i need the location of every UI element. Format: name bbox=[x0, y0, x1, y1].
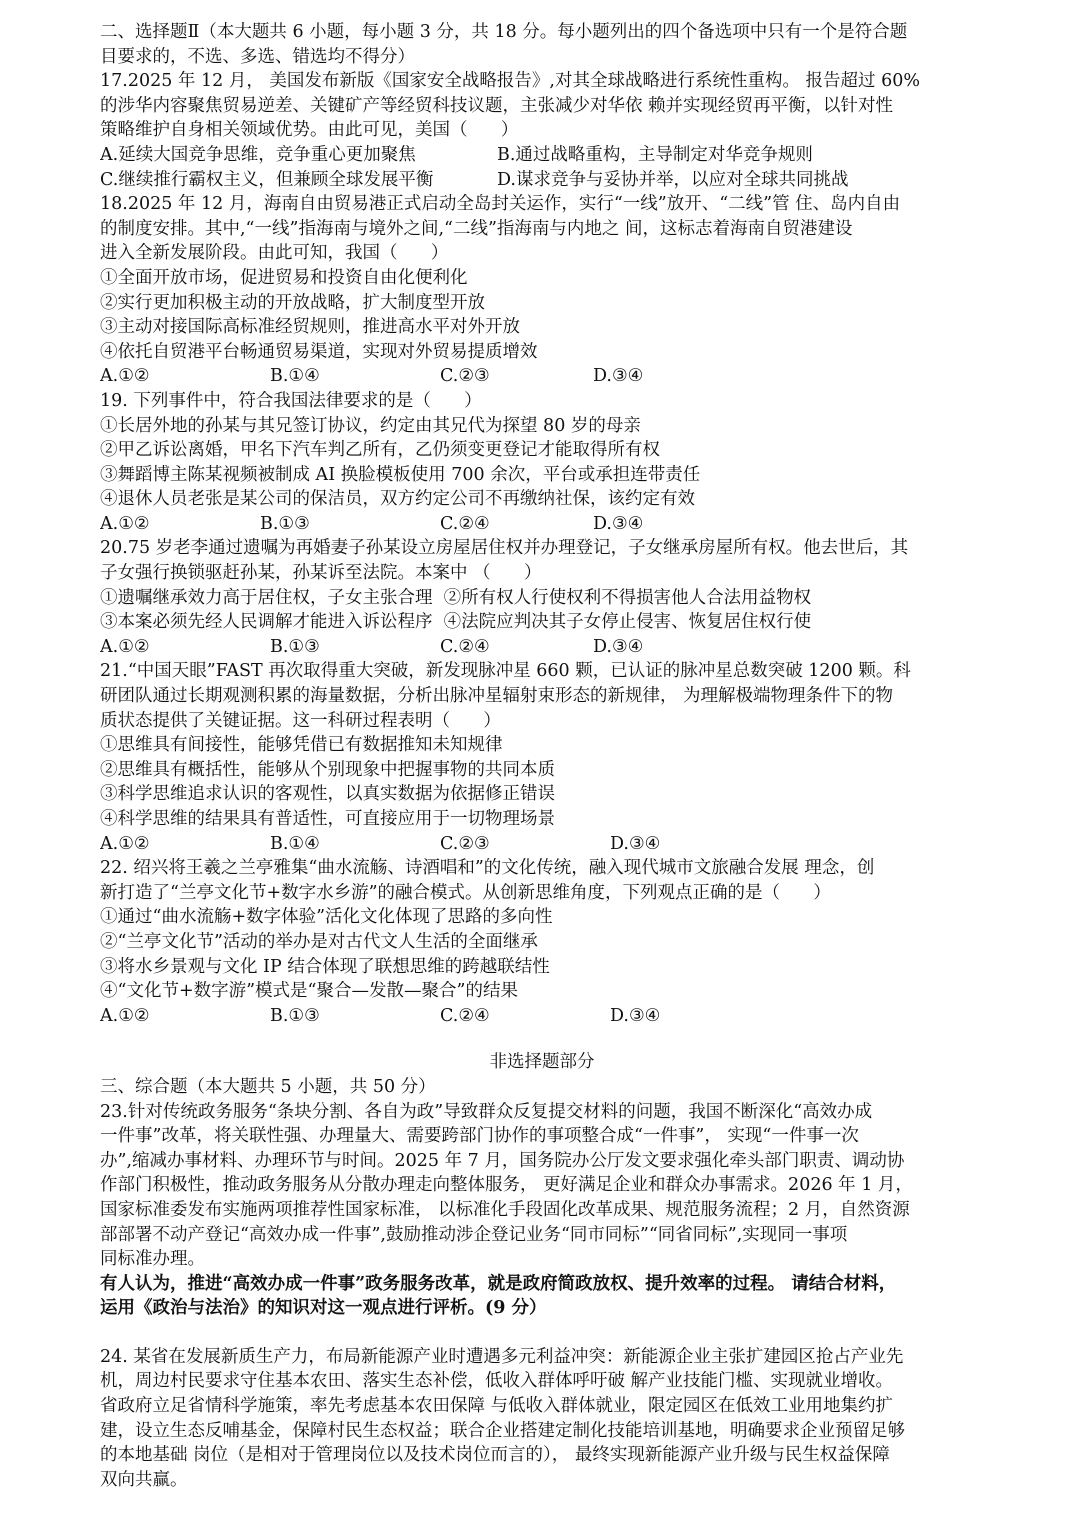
q23-line-5: 国家标准委发布实施两项推荐性国家标准， 以标准化手段固化改革成果、规范服务流程；2 月，自然资源 bbox=[100, 1199, 910, 1220]
q21-statement-3: ③科学思维追求认识的客观性，以真实数据为依据修正错误 bbox=[100, 784, 555, 805]
q17-line-2: 的涉华内容聚焦贸易逆差、关键矿产等经贸科技议题，主张减少对华依 赖并实现经贸再平衡，以针对性 bbox=[100, 95, 894, 116]
q20-option-c: C.②④ bbox=[440, 636, 490, 657]
q23-line-3: 办”,缩减办事材料、办理环节与时间。2025 年 7 月，国务院办公厅发文要求强化牵头部门职责、调动协 bbox=[100, 1150, 905, 1171]
q18-option-c: C.②③ bbox=[440, 366, 490, 387]
q17-option-a: A.延续大国竞争思维，竞争重心更加聚焦 bbox=[100, 144, 416, 165]
q24-line-2: 机，周边村民要求守住基本农田、落实生态补偿，低收入群体呼吁破 解产业技能门槛、实现就业增收。 bbox=[100, 1371, 894, 1392]
q19-option-a: A.①② bbox=[100, 513, 150, 534]
q17-option-d: D.谋求竞争与妥协并举，以应对全球共同挑战 bbox=[497, 169, 849, 190]
q17-option-c: C.继续推行霸权主义，但兼顾全球发展平衡 bbox=[100, 169, 434, 190]
q22-option-c: C.②④ bbox=[440, 1005, 490, 1026]
q21-statement-4: ④科学思维的结果具有普适性，可直接应用于一切物理场景 bbox=[100, 809, 555, 829]
q22-statement-3: ③将水乡景观与文化 IP 结合体现了联想思维的跨越联结性 bbox=[100, 956, 550, 977]
q23-prompt-line-1: 有人认为，推进“高效办成一件事”政务服务改革，就是政府简政放权、提升效率的过程。 请结合材料， bbox=[100, 1273, 897, 1294]
q23-line-7: 同标准办理。 bbox=[100, 1249, 205, 1270]
q24-line-4: 建，设立生态反哺基金，保障村民生态权益；联合企业搭建定制化技能培训基地，明确要求企业预留足够 bbox=[100, 1420, 905, 1441]
q18-line-3: 进入全新发展阶段。由此可知，我国（ ） bbox=[100, 243, 449, 264]
q20-option-d: D.③④ bbox=[593, 636, 644, 657]
spacer bbox=[100, 1321, 984, 1345]
q18-line-1: 18.2025 年 12 月，海南自由贸易港正式启动全岛封关运作，实行“一线”放开、“二线”管 住、岛内自由 bbox=[100, 194, 901, 215]
q23-line-2: 一件事”改革，将关联性强、办理量大、需要跨部门协作的事项整合成“一件事”， 实现“一件事一次 bbox=[100, 1126, 859, 1147]
q24-line-5: 的本地基础 岗位（是相对于管理岗位以及技术岗位而言的）， 最终实现新能源产业升级与民生权益保障 bbox=[100, 1445, 890, 1466]
q19-statement-3: ③舞蹈博主陈某视频被制成 AI 换脸模板使用 700 余次，平台或承担连带责任 bbox=[100, 464, 701, 485]
q21-option-b: B.①④ bbox=[270, 833, 320, 854]
q18-option-b: B.①④ bbox=[270, 366, 320, 387]
q19-option-c: C.②④ bbox=[440, 513, 490, 534]
q20-line-1: 20.75 岁老李通过遗嘱为再婚妻子孙某设立房屋居住权并办理登记，子女继承房屋所有权。他去世后，其 bbox=[100, 538, 909, 559]
q21-statement-1: ①思维具有间接性，能够凭借已有数据推知未知规律 bbox=[100, 735, 503, 756]
q18-statement-2: ②实行更加积极主动的开放战略，扩大制度型开放 bbox=[100, 292, 485, 313]
q17-option-b: B.通过战略重构，主导制定对华竞争规则 bbox=[497, 144, 813, 165]
q20-statements-1-2: ①遗嘱继承效力高于居住权，子女主张合理 ②所有权人行使权利不得损害他人合法用益物权 bbox=[100, 587, 812, 608]
q24-line-6: 双向共赢。 bbox=[100, 1469, 188, 1490]
q18-statement-4: ④依托自贸港平台畅通贸易渠道，实现对外贸易提质增效 bbox=[100, 341, 538, 362]
q22-option-b: B.①③ bbox=[270, 1005, 320, 1026]
q20-option-a: A.①② bbox=[100, 636, 150, 657]
q21-option-d: D.③④ bbox=[610, 833, 661, 854]
q20-line-2: 子女强行换锁驱赶孙某，孙某诉至法院。本案中 （ ） bbox=[100, 563, 542, 584]
q21-line-1: 21.“中国天眼”FAST 再次取得重大突破，新发现脉冲星 660 颗，已认证的脉冲星总数突破 1200 颗。科 bbox=[100, 661, 911, 682]
q22-statement-2: ②“兰亭文化节”活动的举办是对古代文人生活的全面继承 bbox=[100, 931, 538, 952]
q18-statement-3: ③主动对接国际高标准经贸规则，推进高水平对外开放 bbox=[100, 317, 520, 338]
q19-options bbox=[100, 512, 984, 537]
q22-line-1: 22. 绍兴将王羲之兰亭雅集“曲水流觞、诗酒唱和”的文化传统，融入现代城市文旅融合发展 理念，创 bbox=[100, 858, 875, 879]
q19-statement-2: ②甲乙诉讼离婚，甲名下汽车判乙所有，乙仍须变更登记才能取得所有权 bbox=[100, 440, 660, 461]
q19-statement-4: ④退休人员老张是某公司的保洁员，双方约定公司不再缴纳社保，该约定有效 bbox=[100, 489, 695, 510]
q23-prompt-line-2: 运用《政治与法治》的知识对这一观点进行评析。(9 分） bbox=[100, 1298, 547, 1319]
q20-options bbox=[100, 635, 984, 660]
q19-option-b: B.①③ bbox=[260, 513, 310, 534]
q17-options-ab bbox=[100, 143, 984, 168]
q22-option-d: D.③④ bbox=[610, 1005, 661, 1026]
spacer bbox=[100, 1028, 984, 1050]
part-2-title: 非选择题部分 bbox=[489, 1052, 595, 1073]
section-2-header-line-1: 二、选择题Ⅱ（本大题共 6 小题，每小题 3 分，共 18 分。每小题列出的四个备选项中只有一个是符合题 bbox=[100, 22, 908, 42]
q24-line-1: 24. 某省在发展新质生产力，布局新能源产业时遭遇多元利益冲突：新能源企业主张扩建园区抢占产业先 bbox=[100, 1346, 904, 1367]
q21-options bbox=[100, 832, 984, 857]
q19-option-d: D.③④ bbox=[593, 513, 644, 534]
q17-line-1: 17.2025 年 12 月， 美国发布新版《国家安全战略报告》,对其全球战略进行系统性重构。 报告超过 60% bbox=[100, 71, 920, 92]
q23-line-4: 作部门积极性，推动政务服务从分散办理走向整体服务， 更好满足企业和群众办事需求。2026 年 1 月， bbox=[100, 1175, 913, 1196]
q20-option-b: B.①③ bbox=[270, 636, 320, 657]
q21-line-3: 质状态提供了关键证据。这一科研过程表明（ ） bbox=[100, 710, 501, 731]
q23-line-6: 部部署不动产登记“高效办成一件事”,鼓励推动涉企登记业务“同市同标”“同省同标”,实现同一事项 bbox=[100, 1224, 848, 1245]
q21-option-c: C.②③ bbox=[440, 833, 490, 854]
q21-statement-2: ②思维具有概括性，能够从个别现象中把握事物的共同本质 bbox=[100, 759, 555, 780]
q23-line-1: 23.针对传统政务服务“条块分割、各自为政”导致群众反复提交材料的问题，我国不断深化“高效办成 bbox=[100, 1101, 873, 1122]
q18-options bbox=[100, 364, 984, 389]
q21-line-2: 研团队通过长期观测积累的海量数据，分析出脉冲星辐射束形态的新规律， 为理解极端物理条件下的物 bbox=[100, 686, 894, 707]
q22-options bbox=[100, 1004, 984, 1029]
q18-option-a: A.①② bbox=[100, 366, 150, 387]
q18-option-d: D.③④ bbox=[593, 366, 644, 387]
q17-options-cd bbox=[100, 168, 984, 193]
q19-statement-1: ①长居外地的孙某与其兄签订协议，约定由其兄代为探望 80 岁的母亲 bbox=[100, 415, 641, 436]
q22-statement-1: ①通过“曲水流觞+数字体验”活化文化体现了思路的多向性 bbox=[100, 907, 553, 928]
q24-line-3: 省政府立足省情科学施策，率先考虑基本农田保障 与低收入群体就业，限定园区在低效工业用地集约扩 bbox=[100, 1396, 894, 1417]
q22-option-a: A.①② bbox=[100, 1005, 150, 1026]
q20-statements-3-4: ③本案必须先经人民调解才能进入诉讼程序 ④法院应判决其子女停止侵害、恢复居住权行使 bbox=[100, 612, 812, 633]
q18-statement-1: ①全面开放市场，促进贸易和投资自由化便利化 bbox=[100, 267, 468, 288]
section-3-header: 三、综合题（本大题共 5 小题，共 50 分） bbox=[100, 1076, 436, 1097]
q22-line-2: 新打造了“兰亭文化节+数字水乡游”的融合模式。从创新思维角度，下列观点正确的是（ ） bbox=[100, 882, 831, 903]
q19-line-1: 19. 下列事件中，符合我国法律要求的是（ ） bbox=[100, 390, 482, 411]
q22-statement-4: ④“文化节+数字游”模式是“聚合—发散—聚合”的结果 bbox=[100, 981, 518, 1002]
q21-option-a: A.①② bbox=[100, 833, 150, 854]
section-2-header-line-2: 目要求的，不选、多选、错选均不得分） bbox=[100, 46, 415, 67]
q18-line-2: 的制度安排。其中,“一线”指海南与境外之间,“二线”指海南与内地之 间，这标志着海南自贸港建设 bbox=[100, 218, 853, 239]
q17-line-3: 策略维护自身相关领域优势。由此可见，美国（ ） bbox=[100, 120, 519, 141]
